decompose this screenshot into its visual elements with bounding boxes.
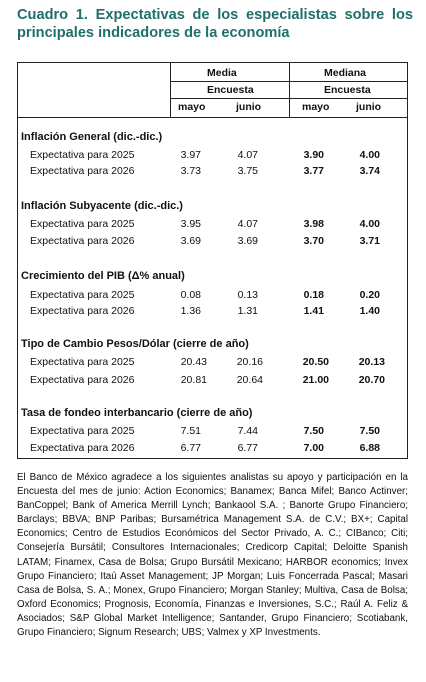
mediana-junio: 20.13 <box>358 356 385 368</box>
section-title: Inflación General (dic.-dic.) <box>21 131 163 143</box>
mediana-mayo: 21.00 <box>302 374 329 386</box>
media-mayo: 20.81 <box>180 374 207 386</box>
row-label: Expectativa para 2025 <box>30 149 135 161</box>
header-mayo-mediana: mayo <box>302 101 330 113</box>
row-label: Expectativa para 2026 <box>30 235 135 247</box>
mediana-mayo: 1.41 <box>303 305 324 317</box>
table-title: Cuadro 1. Expectativas de los especialistas sobre los principales indicadores de la economía <box>17 7 413 41</box>
header-mayo-media: mayo <box>178 101 206 113</box>
media-junio: 20.64 <box>236 374 263 386</box>
table-row <box>18 218 407 234</box>
section-title: Tasa de fondeo interbancario (cierre de año) <box>21 407 253 419</box>
row-label: Expectativa para 2026 <box>30 442 135 454</box>
table-row <box>18 235 407 251</box>
media-mayo: 0.08 <box>180 289 201 301</box>
media-junio: 3.75 <box>237 165 258 177</box>
table-row <box>18 442 407 458</box>
table-row <box>18 289 407 305</box>
table-row <box>18 374 407 390</box>
media-mayo: 3.95 <box>180 218 201 230</box>
mediana-junio: 7.50 <box>359 425 380 437</box>
media-mayo: 3.69 <box>180 235 201 247</box>
row-label: Expectativa para 2025 <box>30 289 135 301</box>
mediana-mayo: 7.00 <box>303 442 324 454</box>
row-label: Expectativa para 2025 <box>30 356 135 368</box>
table-row <box>18 149 407 165</box>
mediana-junio: 3.71 <box>359 235 380 247</box>
mediana-junio: 3.74 <box>359 165 380 177</box>
media-junio: 6.77 <box>237 442 258 454</box>
acknowledgement-note: El Banco de México agradece a los siguientes analistas su apoyo y participación en la Encuesta del mes de junio: Action Economics; Banamex; Banca Mifel; Banco Actinver; BanCoppel; Bank of America Merrill Lynch; Bankaool S.A. ; Banorte Grupo Financiero; Barclays; BBVA; BNP Paribas; Bursamétrica Management S.A. de C.V.; BX+; Capital Economics; Centro de Estudios Económicos del Sector Privado, A. C.; CIBanco; Citi; Consejería Bursátil; Consultores Internacionales; Credicorp Capital; Deloitte Spanish LATAM; Finamex, Casa de Bolsa; Grupo Bursátil Mexicano; HARBOR economics; Invex Grupo Financiero; Itaú Asset Management; JP Morgan; Luis Foncerrada Pascal; Masari Casa de Bolsa, S. A.; Monex, Grupo Financiero; Morgan Stanley; Multiva, Casa de Bolsa; Oxford Economics; Prognosis, Economía, Finanzas e Inversiones, S.C.; Raúl A. Feliz & Asociados; S&P Global Market Intelligence; Santander, Grupo Financiero; Scotiabank, Grupo Financiero; Signum Research; UBS; Valmex y XP Investments. <box>17 472 408 639</box>
media-junio: 20.16 <box>236 356 263 368</box>
table-row <box>18 165 407 181</box>
row-label: Expectativa para 2026 <box>30 165 135 177</box>
mediana-junio: 0.20 <box>359 289 380 301</box>
row-label: Expectativa para 2026 <box>30 374 135 386</box>
row-label: Expectativa para 2025 <box>30 425 135 437</box>
media-junio: 4.07 <box>237 149 258 161</box>
section-title: Tipo de Cambio Pesos/Dólar (cierre de año) <box>21 338 249 350</box>
media-mayo: 3.97 <box>180 149 201 161</box>
section-title: Crecimiento del PIB (Δ% anual) <box>21 270 185 282</box>
media-junio: 0.13 <box>237 289 258 301</box>
mediana-junio: 4.00 <box>359 149 380 161</box>
mediana-junio: 4.00 <box>359 218 380 230</box>
media-mayo: 7.51 <box>180 425 201 437</box>
table-row <box>18 425 407 441</box>
media-mayo: 20.43 <box>180 356 207 368</box>
mediana-mayo: 7.50 <box>303 425 324 437</box>
mediana-junio: 20.70 <box>358 374 385 386</box>
header-encuesta-mediana: Encuesta <box>324 84 371 96</box>
mediana-junio: 1.40 <box>359 305 380 317</box>
media-junio: 7.44 <box>237 425 258 437</box>
header-junio-mediana: junio <box>356 101 382 113</box>
media-mayo: 3.73 <box>180 165 201 177</box>
table-row <box>18 305 407 321</box>
mediana-mayo: 0.18 <box>303 289 324 301</box>
header-encuesta-media: Encuesta <box>207 84 254 96</box>
row-label: Expectativa para 2026 <box>30 305 135 317</box>
section-title: Inflación Subyacente (dic.-dic.) <box>21 200 183 212</box>
mediana-mayo: 3.70 <box>303 235 324 247</box>
media-junio: 3.69 <box>237 235 258 247</box>
media-junio: 4.07 <box>237 218 258 230</box>
media-mayo: 1.36 <box>180 305 201 317</box>
header-mediana: Mediana <box>324 67 367 79</box>
media-mayo: 6.77 <box>180 442 201 454</box>
header-media: Media <box>207 67 237 79</box>
media-junio: 1.31 <box>237 305 258 317</box>
expectations-table <box>17 62 408 459</box>
mediana-mayo: 3.77 <box>303 165 324 177</box>
table-row <box>18 356 407 372</box>
mediana-mayo: 3.98 <box>303 218 324 230</box>
mediana-mayo: 3.90 <box>303 149 324 161</box>
mediana-mayo: 20.50 <box>302 356 329 368</box>
mediana-junio: 6.88 <box>359 442 380 454</box>
header-junio-media: junio <box>236 101 262 113</box>
row-label: Expectativa para 2025 <box>30 218 135 230</box>
